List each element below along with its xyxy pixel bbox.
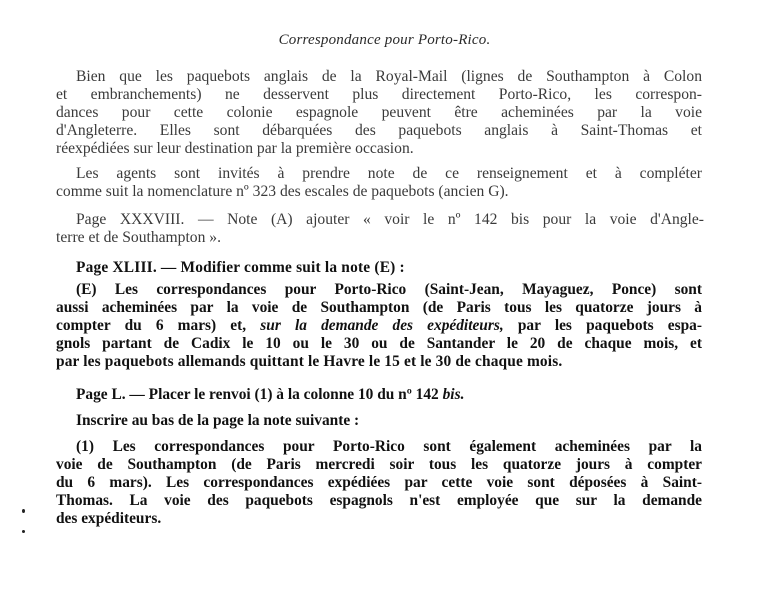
page-title: Correspondance pour Porto-Rico.: [278, 32, 491, 48]
para1-line-3: dances pour cette colonie espagnole peuvent être acheminées par la voie: [56, 104, 702, 121]
footnote-line-5: des expéditeurs.: [56, 510, 162, 527]
scan-speck: [22, 509, 25, 513]
para1-line-1: Bien que les paquebots anglais de la Royal-Mail (lignes de Southampton à Colon: [76, 68, 702, 85]
page-l-italic: bis.: [442, 386, 465, 403]
footnote-line-3: du 6 mars). Les correspondances expédiées par cette voie sont déposées à Saint-: [56, 474, 702, 491]
note-e-line-3: [56, 317, 702, 335]
para3-line-2: terre et de Southampton ».: [56, 229, 221, 246]
page-l-text: Page L. — Placer le renvoi (1) à la colonne 10 du nº 142: [76, 386, 439, 403]
note-e-line-1: (E) Les correspondances pour Porto-Rico (Saint-Jean, Mayaguez, Ponce) sont: [76, 281, 702, 298]
para1-line-4: d'Angleterre. Elles sont débarquées des paquebots anglais à Saint-Thomas et: [56, 122, 702, 139]
note-e-heading: Page XLIII. — Modifier comme suit la note (E) :: [76, 259, 405, 276]
note-e-line-3-italic: sur la demande des expéditeurs,: [260, 317, 504, 334]
note-e-line-3-end: par les paquebots espa-: [517, 317, 702, 334]
footnote-line-2: voie de Southampton (de Paris mercredi soir tous les quatorze jours à compter: [56, 456, 702, 473]
scan-speck: [22, 530, 25, 533]
note-e-line-4: gnols partant de Cadix le 10 ou le 30 ou de Santander le 20 de chaque mois, et: [56, 335, 702, 352]
para2-line-1: Les agents sont invités à prendre note de ce renseignement et à compléter: [76, 165, 702, 182]
page-l-instruction: [76, 386, 464, 404]
footnote-line-4: Thomas. La voie des paquebots espagnols n'est employée que sur la demande: [56, 492, 702, 509]
footnote-line-1: (1) Les correspondances pour Porto-Rico sont également acheminées par la: [76, 438, 702, 455]
footnote-heading: Inscrire au bas de la page la note suivante :: [76, 412, 360, 429]
para3-line-1: Page XXXVIII. — Note (A) ajouter « voir le nº 142 bis pour la voie d'Angle-: [76, 211, 704, 228]
note-e-line-5: par les paquebots allemands quittant le Havre le 15 et le 30 de chaque mois.: [56, 353, 563, 370]
para2-line-2: comme suit la nomenclature nº 323 des escales de paquebots (ancien G).: [56, 183, 509, 200]
note-e-line-3-start: compter du 6 mars) et,: [56, 317, 247, 334]
note-e-line-2: aussi acheminées par la voie de Southampton (de Paris tous les quatorze jours à: [56, 299, 702, 316]
para1-line-2: et embranchements) ne desservent plus directement Porto-Rico, les correspon-: [56, 86, 702, 103]
para1-line-5: réexpédiées sur leur destination par la première occasion.: [56, 140, 414, 157]
